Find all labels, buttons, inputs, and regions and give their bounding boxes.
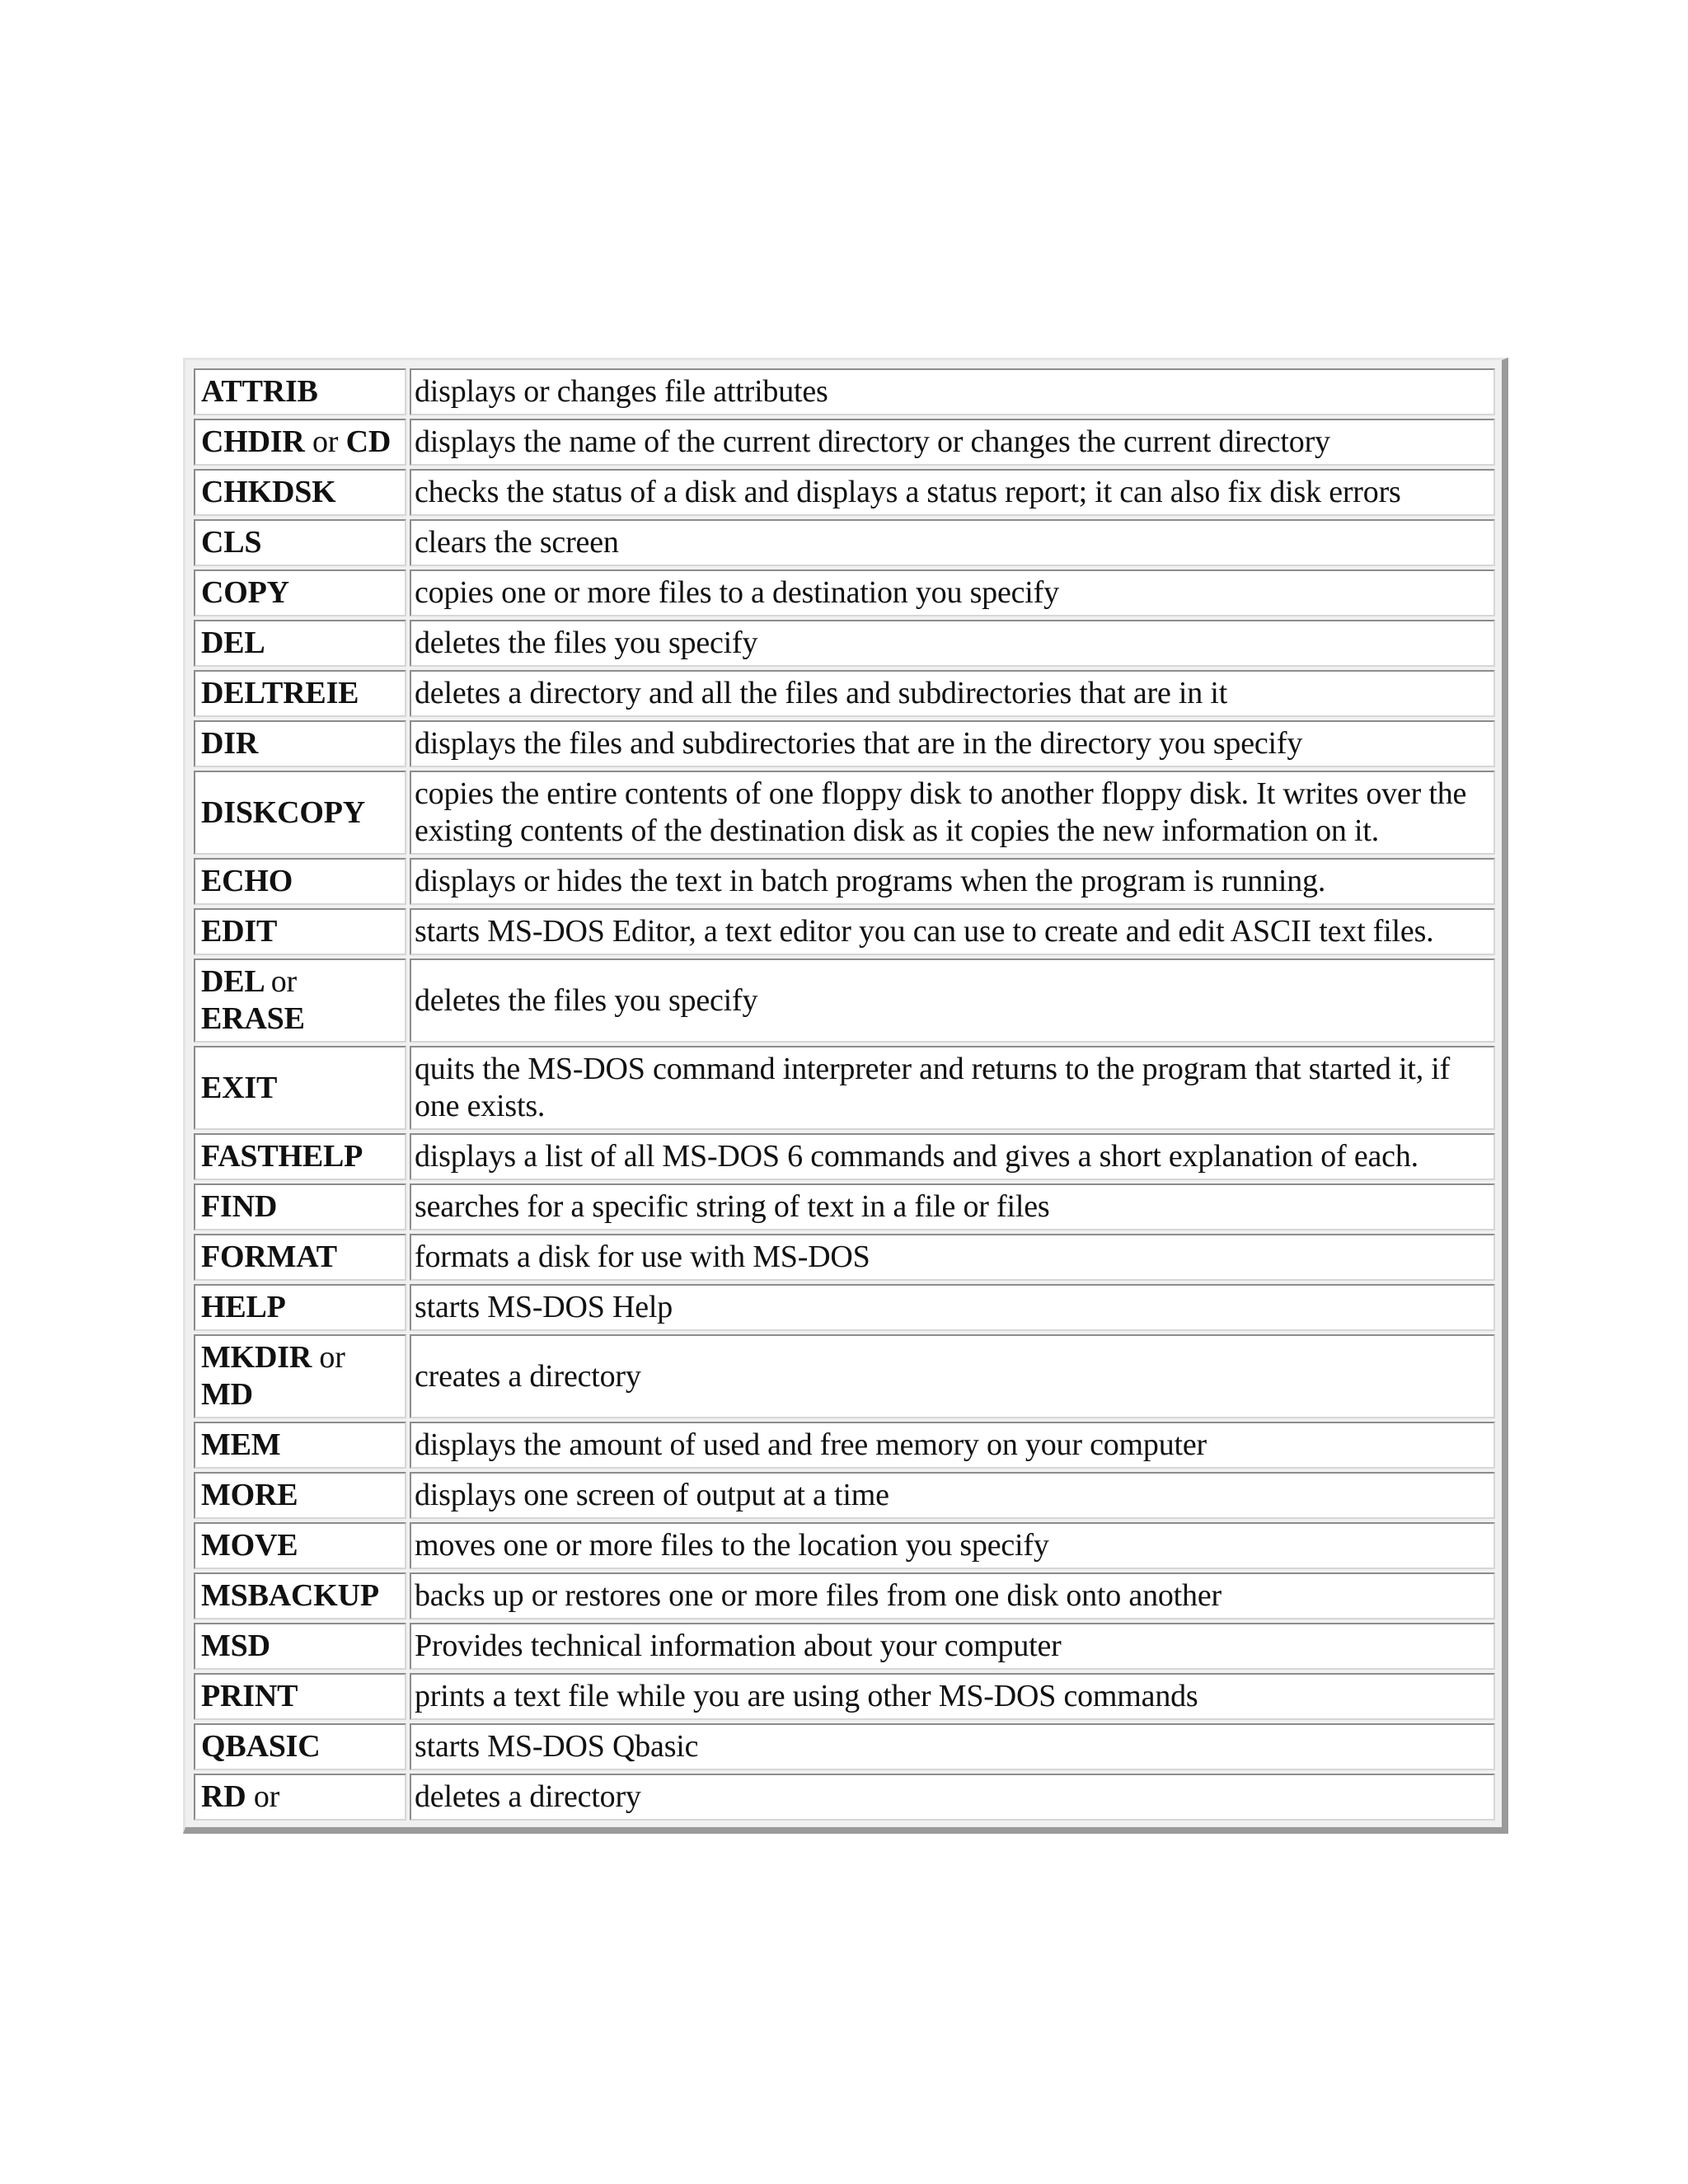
command-name: HELP: [201, 1290, 286, 1324]
description-cell: deletes the files you specify: [410, 620, 1495, 667]
command-cell: [194, 1284, 406, 1331]
command-cell: [194, 569, 406, 616]
command-name: MSBACKUP: [201, 1578, 379, 1613]
table-row: [194, 569, 1495, 616]
command-cell: [194, 958, 406, 1043]
table-row: [194, 1472, 1495, 1519]
description-cell: copies the entire contents of one floppy disk to another floppy disk. It writes over the existing contents of the destination disk as it copies the new information on it.: [410, 771, 1495, 855]
command-name: ECHO: [201, 864, 293, 898]
description-cell: checks the status of a disk and displays a status report; it can also fix disk errors: [410, 469, 1495, 516]
commands-table-frame: [183, 358, 1508, 1834]
command-name: RD: [201, 1779, 246, 1814]
table-row: [194, 1522, 1495, 1569]
command-cell: [194, 1572, 406, 1619]
table-row: [194, 958, 1495, 1043]
description-cell: searches for a specific string of text in a file or files: [410, 1183, 1495, 1230]
description-cell: moves one or more files to the location you specify: [410, 1522, 1495, 1569]
description-cell: deletes the files you specify: [410, 958, 1495, 1043]
command-cell: [194, 368, 406, 415]
command-name: EXIT: [201, 1070, 278, 1105]
description-cell: displays the name of the current directory or changes the current directory: [410, 419, 1495, 466]
description-cell: quits the MS-DOS command interpreter and returns to the program that started it, if one exists.: [410, 1046, 1495, 1130]
command-cell: [194, 858, 406, 905]
table-row: [194, 1133, 1495, 1180]
or-word: or: [312, 424, 339, 459]
command-name: DIR: [201, 726, 259, 761]
table-row: [194, 670, 1495, 717]
command-name: DISKCOPY: [201, 794, 365, 830]
table-row: [194, 519, 1495, 566]
table-row: [194, 1623, 1495, 1670]
description-cell: clears the screen: [410, 519, 1495, 566]
description-cell: copies one or more files to a destination you specify: [410, 569, 1495, 616]
command-cell: [194, 1472, 406, 1519]
command-cell: [194, 1234, 406, 1281]
table-row: [194, 1334, 1495, 1418]
command-cell: [194, 1623, 406, 1670]
command-alias: MD: [201, 1377, 253, 1412]
description-cell: displays the files and subdirectories that are in the directory you specify: [410, 720, 1495, 767]
command-cell: [194, 1422, 406, 1469]
table-row: [194, 1673, 1495, 1720]
command-cell: [194, 1522, 406, 1569]
table-row: [194, 1422, 1495, 1469]
command-cell: [194, 519, 406, 566]
description-cell: deletes a directory and all the files and subdirectories that are in it: [410, 670, 1495, 717]
description-cell: starts MS-DOS Editor, a text editor you can use to create and edit ASCII text files.: [410, 908, 1495, 955]
table-row: [194, 1234, 1495, 1281]
table-row: [194, 469, 1495, 516]
table-row: [194, 720, 1495, 767]
command-name: ATTRIB: [201, 374, 318, 409]
command-name: CHDIR: [201, 424, 305, 459]
command-name: CHKDSK: [201, 475, 336, 509]
command-name: DEL: [201, 964, 264, 999]
command-cell: [194, 620, 406, 667]
command-name: QBASIC: [201, 1729, 321, 1764]
command-cell: [194, 419, 406, 466]
command-name: MOVE: [201, 1528, 298, 1563]
table-row: [194, 419, 1495, 466]
command-name: CLS: [201, 525, 262, 560]
command-alias: CD: [345, 424, 392, 459]
table-row: [194, 1572, 1495, 1619]
command-cell: [194, 908, 406, 955]
description-cell: displays or hides the text in batch programs when the program is running.: [410, 858, 1495, 905]
description-cell: displays one screen of output at a time: [410, 1472, 1495, 1519]
description-cell: displays the amount of used and free memory on your computer: [410, 1422, 1495, 1469]
table-row: [194, 908, 1495, 955]
command-cell: [194, 1723, 406, 1770]
description-cell: deletes a directory: [410, 1774, 1495, 1821]
description-cell: displays or changes file attributes: [410, 368, 1495, 415]
command-cell: [194, 1183, 406, 1230]
command-name: FASTHELP: [201, 1139, 363, 1174]
command-cell: [194, 1046, 406, 1130]
table-row: [194, 620, 1495, 667]
command-name: COPY: [201, 575, 289, 610]
command-name: MEM: [201, 1427, 281, 1462]
command-name: PRINT: [201, 1679, 298, 1713]
command-cell: [194, 670, 406, 717]
table-row: [194, 1284, 1495, 1331]
command-name: MORE: [201, 1478, 298, 1512]
description-cell: prints a text file while you are using other MS-DOS commands: [410, 1673, 1495, 1720]
table-row: [194, 368, 1495, 415]
command-cell: [194, 469, 406, 516]
table-row: [194, 1183, 1495, 1230]
description-cell: displays a list of all MS-DOS 6 commands and gives a short explanation of each.: [410, 1133, 1495, 1180]
description-cell: Provides technical information about your computer: [410, 1623, 1495, 1670]
commands-table: [190, 365, 1498, 1824]
or-word: or: [270, 964, 298, 999]
command-name: MKDIR: [201, 1340, 312, 1375]
command-cell: [194, 720, 406, 767]
command-name: MSD: [201, 1629, 270, 1663]
command-name: DEL: [201, 626, 265, 660]
or-word: or: [319, 1340, 345, 1375]
command-name: EDIT: [201, 914, 278, 949]
table-row: [194, 1774, 1495, 1821]
command-name: FORMAT: [201, 1240, 337, 1274]
table-row: [194, 771, 1495, 855]
or-word: or: [253, 1779, 280, 1814]
description-cell: starts MS-DOS Qbasic: [410, 1723, 1495, 1770]
command-name: DELTREIE: [201, 676, 359, 710]
description-cell: creates a directory: [410, 1334, 1495, 1418]
description-cell: formats a disk for use with MS-DOS: [410, 1234, 1495, 1281]
command-cell: [194, 1334, 406, 1418]
command-cell: [194, 771, 406, 855]
commands-table-body: [194, 368, 1495, 1821]
command-cell: [194, 1774, 406, 1821]
description-cell: starts MS-DOS Help: [410, 1284, 1495, 1331]
command-alias: ERASE: [201, 1001, 305, 1036]
table-row: [194, 1046, 1495, 1130]
command-cell: [194, 1133, 406, 1180]
command-cell: [194, 1673, 406, 1720]
command-name: FIND: [201, 1189, 278, 1224]
table-row: [194, 1723, 1495, 1770]
table-row: [194, 858, 1495, 905]
description-cell: backs up or restores one or more files from one disk onto another: [410, 1572, 1495, 1619]
